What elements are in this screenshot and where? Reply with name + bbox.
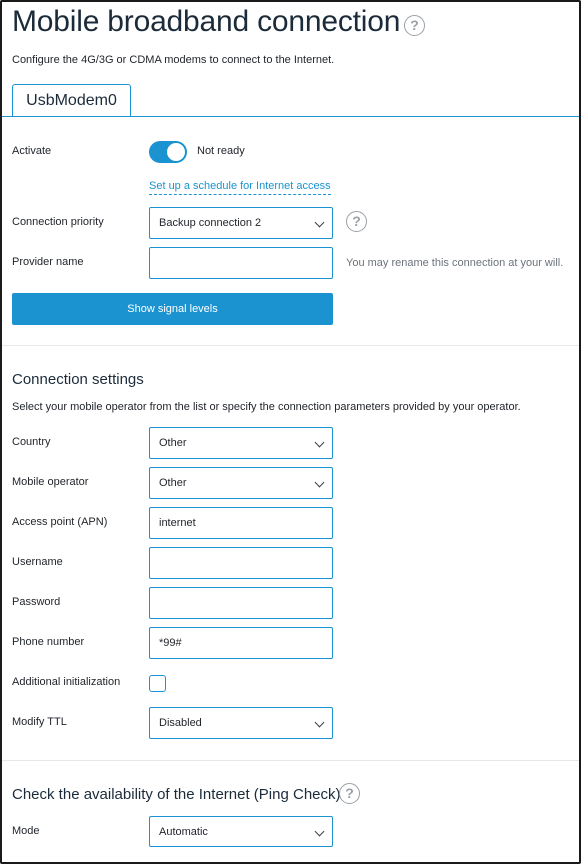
chevron-down-icon (308, 468, 332, 498)
phone-input[interactable]: *99# (149, 627, 333, 659)
activate-label: Activate (12, 145, 52, 157)
username-input[interactable] (149, 547, 333, 579)
section-divider (2, 345, 579, 346)
chevron-down-icon (308, 817, 332, 847)
password-label: Password (12, 596, 61, 608)
apn-label: Access point (APN) (12, 516, 108, 528)
page-help-icon[interactable]: ? (404, 15, 425, 36)
priority-select[interactable] (149, 207, 333, 239)
phone-label: Phone number (12, 636, 85, 648)
country-label: Country (12, 436, 51, 448)
init-label: Additional initialization (12, 676, 121, 688)
provider-hint: You may rename this connection at your will. (346, 257, 564, 269)
mode-label: Mode (12, 825, 40, 837)
connection-settings-description: Select your mobile operator from the list or specify the connection parameters provided by your operator. (12, 401, 521, 413)
section-divider (2, 760, 579, 761)
ping-check-title: Check the availability of the Internet (Ping Check) (12, 786, 341, 803)
mode-select[interactable] (149, 816, 333, 847)
apn-input[interactable]: internet (149, 507, 333, 539)
toggle-knob (167, 143, 185, 161)
page-description: Configure the 4G/3G or CDMA modems to connect to the Internet. (12, 54, 335, 66)
tab-usbmodem0[interactable]: UsbModem0 (12, 84, 131, 117)
operator-select-value: Other (159, 477, 187, 489)
schedule-link[interactable]: Set up a schedule for Internet access (149, 180, 331, 195)
ping-check-help-icon[interactable]: ? (339, 783, 360, 804)
status-text: Not ready (197, 145, 245, 157)
provider-input[interactable] (149, 247, 333, 279)
priority-help-icon[interactable]: ? (346, 211, 367, 232)
tab-underline (2, 116, 579, 117)
ttl-select-value: Disabled (159, 717, 202, 729)
priority-label: Connection priority (12, 216, 104, 228)
page-title: Mobile broadband connection (12, 5, 401, 38)
provider-label: Provider name (12, 256, 84, 268)
ttl-select[interactable] (149, 707, 333, 739)
country-select[interactable] (149, 427, 333, 459)
ttl-label: Modify TTL (12, 716, 67, 728)
chevron-down-icon (308, 428, 332, 458)
init-checkbox[interactable] (149, 675, 166, 692)
show-signal-levels-button[interactable]: Show signal levels (12, 293, 333, 325)
operator-label: Mobile operator (12, 476, 89, 488)
connection-settings-title: Connection settings (12, 371, 144, 388)
mode-select-value: Automatic (159, 826, 208, 838)
activate-toggle[interactable] (149, 141, 187, 163)
priority-select-value: Backup connection 2 (159, 217, 262, 229)
username-label: Username (12, 556, 63, 568)
country-select-value: Other (159, 437, 187, 449)
chevron-down-icon (308, 208, 332, 238)
chevron-down-icon (308, 708, 332, 738)
password-input[interactable] (149, 587, 333, 619)
operator-select[interactable] (149, 467, 333, 499)
